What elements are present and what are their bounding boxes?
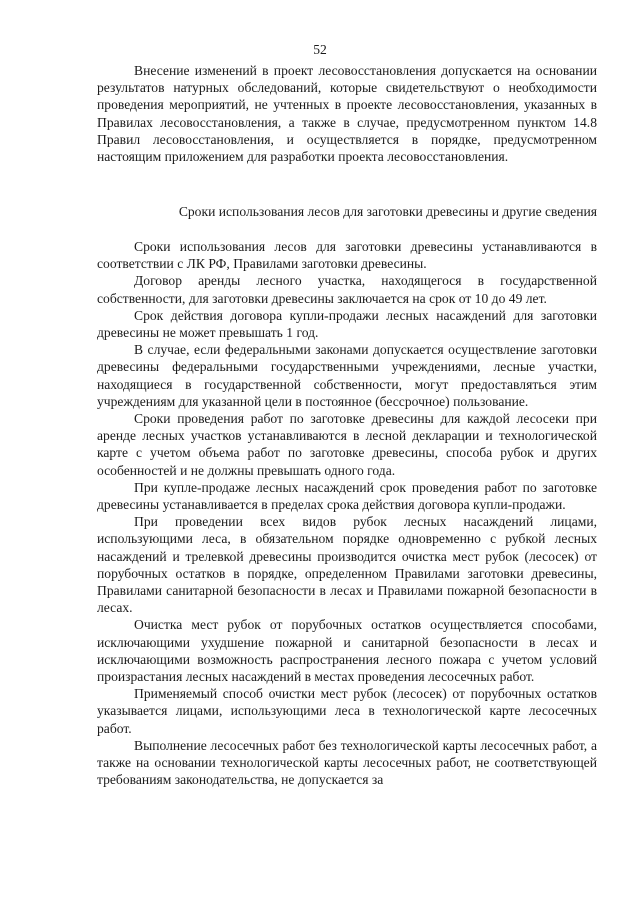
page-number: 52: [313, 42, 327, 57]
paragraph: Очистка мест рубок от порубочных остатков осуществляется способами, исключающими ухудшение пожарной и санитарной безопасности в лесах и исключающими возможность распространения лесного пожара с учетом условий произрастания лесных насаждений в местах проведения лесосечных работ.: [97, 617, 597, 685]
intro-section: [97, 62, 597, 165]
paragraph: При проведении всех видов рубок лесных насаждений лицами, использующими леса, в обязательном порядке одновременно с рубкой лесных насаждений и трелевкой древесины производится очистка мест рубок (лесосек) от порубочных остатков в порядке, определенном Правилами заготовки древесины, Правилами санитарной безопасности в лесах и Правилами пожарной безопасности в лесах.: [97, 514, 597, 616]
paragraph: Выполнение лесосечных работ без технологической карты лесосечных работ, а также на основании технологической карты лесосечных работ, не соответствующей требованиям законодательства, не допускается за: [97, 737, 597, 788]
paragraph-intro: Внесение изменений в проект лесовосстановления допускается на основании результатов натурных обследований, которые свидетельствуют о необходимости проведения мероприятий, не учтенных в проекте лесовосстановления, указанных в Правилах лесовосстановления, а также в случае, предусмотренном пунктом 14.8 Правил лесовосстановления, и осуществляется в порядке, предусмотренном настоящим приложением для разработки проекта лесовосстановления.: [97, 63, 597, 165]
paragraph: В случае, если федеральными законами допускается осуществление заготовки древесины федеральными государственными учреждениями, лесные участки, находящиеся в государственной собственности, могут предоставляться этим учреждениям для указанной цели в постоянное (бессрочное) пользование.: [97, 342, 597, 409]
paragraph: Применяемый способ очистки мест рубок (лесосек) от порубочных остатков указывается лицами, использующими леса в технологической карте лесосечных работ.: [97, 686, 597, 736]
paragraph: Договор аренды лесного участка, находящегося в государственной собственности, для заготовки древесины заключается на срок от 10 до 49 лет.: [97, 273, 597, 306]
paragraph: При купле-продаже лесных насаждений срок проведения работ по заготовке древесины устанавливается в пределах срока действия договора купли-продажи.: [97, 479, 597, 513]
paragraph: Срок действия договора купли-продажи лесных насаждений для заготовки древесины не может превышать 1 год.: [97, 307, 597, 341]
paragraph: Сроки использования лесов для заготовки древесины устанавливаются в соответствии с ЛК РФ, Правилами заготовки древесины.: [97, 239, 597, 272]
section-body: [97, 238, 597, 789]
paragraph: Сроки проведения работ по заготовке древесины для каждой лесосеки при аренде лесных участков устанавливаются в лесной декларации и технологической карте с учетом объема работ по заготовке древесины, способа рубок и других особенностей и не должны превышать одного года.: [97, 411, 597, 478]
section-heading: Сроки использования лесов для заготовки древесины и другие сведения: [178, 204, 597, 219]
